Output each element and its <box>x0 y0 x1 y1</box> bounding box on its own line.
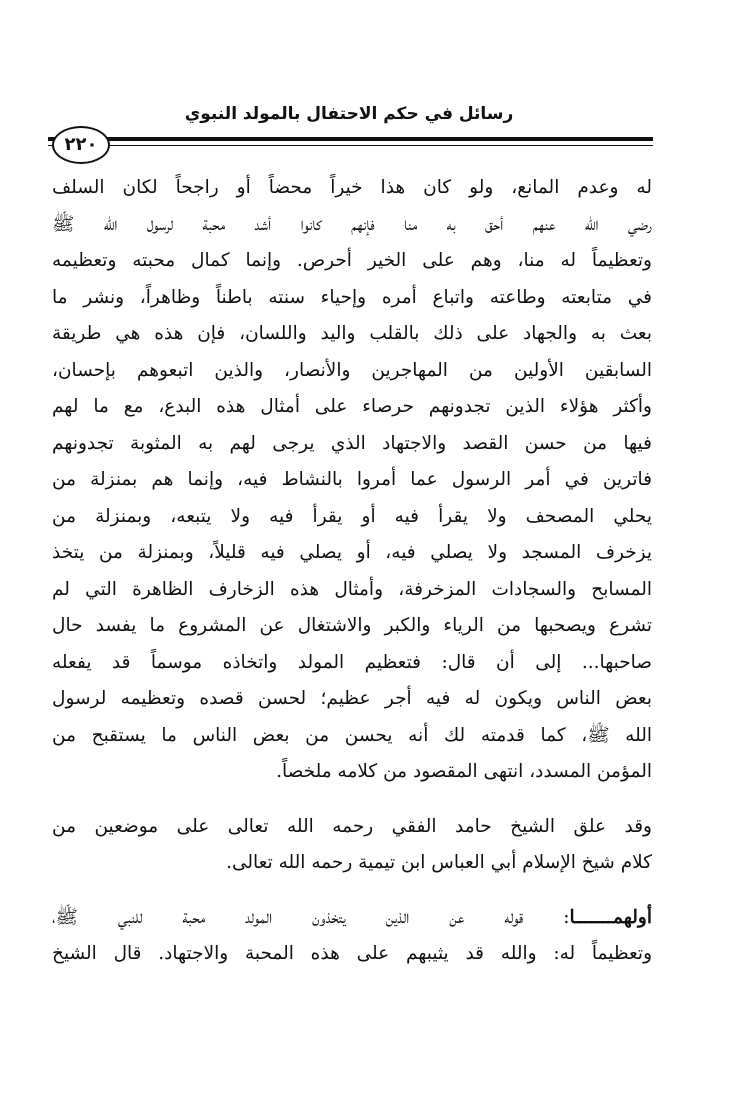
text-line: يزخرف المسجد ولا يصلي فيه، أو يصلي فيه قليلاً، وبمنزلة من يتخذ <box>52 542 652 563</box>
paragraph-gap <box>52 882 652 900</box>
paragraph-gap <box>52 791 652 809</box>
text-line: المؤمن المسدد، انتهى المقصود من كلامه ملخصاً. <box>276 761 652 782</box>
header-rule-thick <box>48 137 653 141</box>
paragraph-lead-word: أولهمـــــــا <box>569 906 652 928</box>
text-line: يحلي المصحف ولا يقرأ فيه أو يقرأ فيه ولا يتبعه، وبمنزلة من <box>52 505 652 527</box>
text-line-rest: : قوله عن الذين يتخذون المولد محبة للنبي ﷺ، <box>52 906 570 928</box>
text-line: رضي الله عنهم أحق به منا فإنهم كانوا أشد محبة لرسول الله ﷺ <box>52 213 652 235</box>
text-line: فاترين في أمر الرسول عما أمروا بالنشاط فيه، وإنما هم بمنزلة من <box>52 469 652 490</box>
body-text <box>52 170 652 973</box>
header-rule-thin <box>48 145 653 146</box>
text-line: بعث به والجهاد على ذلك بالقلب واليد واللسان، فإن هذه هي طريقة <box>52 323 652 344</box>
text-line: صاحبها... إلى أن قال: فتعظيم المولد واتخاذه موسماً قد يفعله <box>52 651 652 673</box>
text-line: المسابح والسجادات المزخرفة، وأمثال هذه الزخارف الظاهرة التي لم <box>52 578 652 600</box>
paragraph-3 <box>52 900 652 973</box>
text-line: كلام شيخ الإسلام أبي العباس ابن تيمية رحمه الله تعالى. <box>226 852 652 873</box>
text-line: تشرع ويصحبها من الرياء والكبر والاشتغال عن المشروع ما يفسد حال <box>52 615 652 636</box>
text-line: له وعدم المانع، ولو كان هذا خيراً محضاً أو راجحاً لكان السلف <box>52 177 652 198</box>
text-line: وأكثر هؤلاء الذين تجدونهم حرصاء على أمثال هذه البدع، مع ما لهم <box>52 396 652 417</box>
text-line <box>52 900 652 937</box>
text-line: وتعظيماً له منا، وهم على الخير أحرص. وإنما كمال محبته وتعظيمه <box>52 250 652 271</box>
running-header-title: رسائل في حكم الاحتفال بالمولد النبوي <box>184 104 514 124</box>
paragraph-1 <box>52 170 652 791</box>
text-line: في متابعته وطاعته واتباع أمره وإحياء سنته باطناً وظاهراً، ونشر ما <box>52 286 652 308</box>
text-line: السابقين الأولين من المهاجرين والأنصار، والذين اتبعوهم بإحسان، <box>52 359 652 381</box>
page-number: ٢٢٠ <box>52 126 110 164</box>
text-line: وتعظيماً له: والله قد يثيبهم على هذه المحبة والاجتهاد. قال الشيخ <box>52 943 652 964</box>
text-line: بعض الناس ويكون له فيه أجر عظيم؛ لحسن قصده وتعظيمه لرسول <box>52 688 652 709</box>
text-line: الله ﷺ، كما قدمته لك أنه يحسن من بعض الناس ما يستقبح من <box>52 724 652 746</box>
text-line: فيها من حسن القصد والاجتهاد الذي يرجى لهم به المثوبة تجدونهم <box>52 432 652 454</box>
paragraph-2 <box>52 809 652 882</box>
text-line: وقد علق الشيخ حامد الفقي رحمه الله تعالى على موضعين من <box>52 815 652 837</box>
